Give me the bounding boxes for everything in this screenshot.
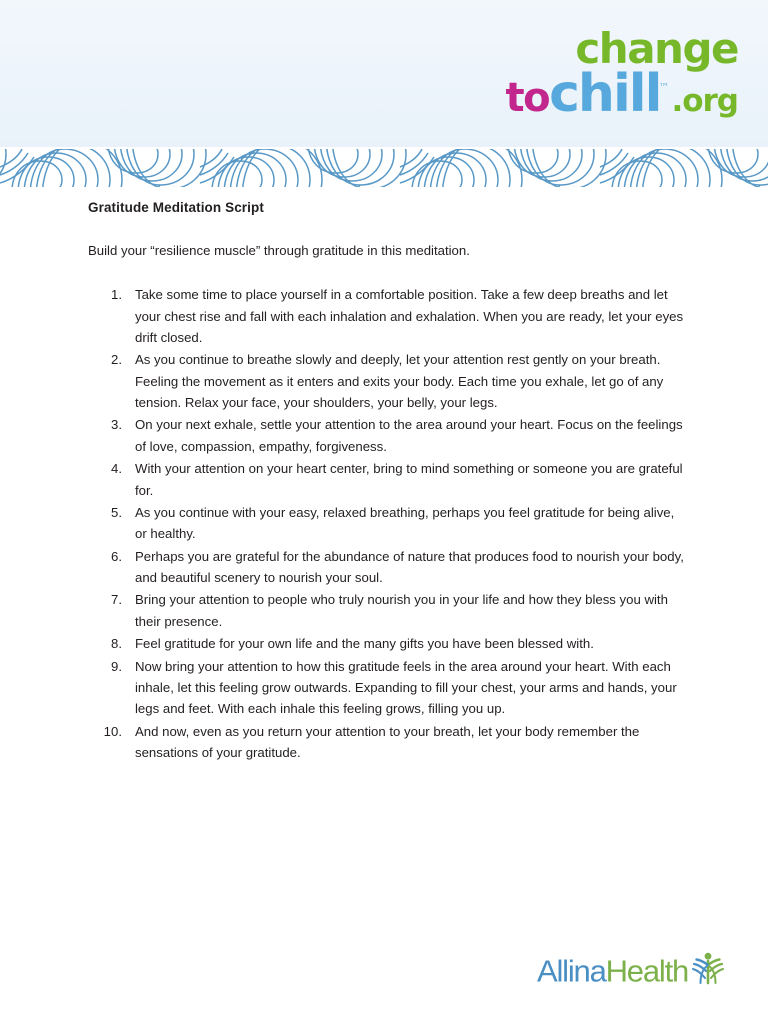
logo-word-org: .org — [671, 83, 738, 119]
intro-paragraph: Build your “resilience muscle” through gratitude in this meditation. — [88, 243, 470, 258]
logo-word-allina: Allina — [537, 953, 606, 989]
list-item: Feel gratitude for your own life and the many gifts you have been blessed with. — [135, 636, 594, 652]
list-item: As you continue with your easy, relaxed breathing, perhaps you feel gratitude for being alive, or healthy. — [135, 504, 675, 542]
list-item: And now, even as you return your attention to your breath, let your body remember the sensations of your gratitude. — [135, 723, 640, 761]
allina-figure-icon — [691, 951, 725, 990]
logo-word-health: Health — [605, 953, 689, 989]
trademark-icon: ™ — [658, 80, 670, 94]
list-item: On your next exhale, settle your attention to the area around your heart. Focus on the feelings of love, compassion, empathy, forgiveness. — [135, 417, 683, 454]
change-to-chill-logo — [470, 24, 738, 124]
logo-line-two — [470, 64, 738, 124]
list-item: As you continue to breathe slowly and deeply, let your attention rest gently on your breath. Feeling the movement as it enters and exits your body. Each time you exhale, let go of any tension. Relax your face, your shoulders, your belly, your legs. — [135, 352, 664, 411]
logo-word-to: to — [505, 75, 550, 121]
swirl-pattern-band — [0, 147, 768, 189]
list-item: Bring your attention to people who truly nourish you in your life and how they bless you with their presence. — [135, 592, 668, 629]
page-title: Gratitude Meditation Script — [88, 200, 264, 215]
page-header — [0, 0, 768, 147]
logo-word-chill: chill — [549, 64, 661, 124]
list-item: Perhaps you are grateful for the abundance of nature that produces food to nourish your body, and beautiful scenery to nourish your soul. — [135, 548, 684, 586]
document-content — [88, 200, 684, 764]
list-item: With your attention on your heart center, bring to mind something or someone you are grateful for. — [135, 461, 683, 498]
logo-word-change: change — [575, 24, 738, 73]
list-item: Take some time to place yourself in a comfortable position. Take a few deep breaths and let your chest rise and fall with each inhalation and exhalation. When you are ready, let your eyes drift closed. — [135, 287, 684, 345]
allina-health-logo — [537, 952, 733, 996]
list-item: Now bring your attention to how this gratitude feels in the area around your heart. With each inhale, let this feeling grow outwards. Expanding to fill your chest, your arms and hands, your legs and feet. With each inhale this feeling grows, filling you up. — [135, 658, 677, 717]
meditation-steps-list — [88, 284, 684, 763]
